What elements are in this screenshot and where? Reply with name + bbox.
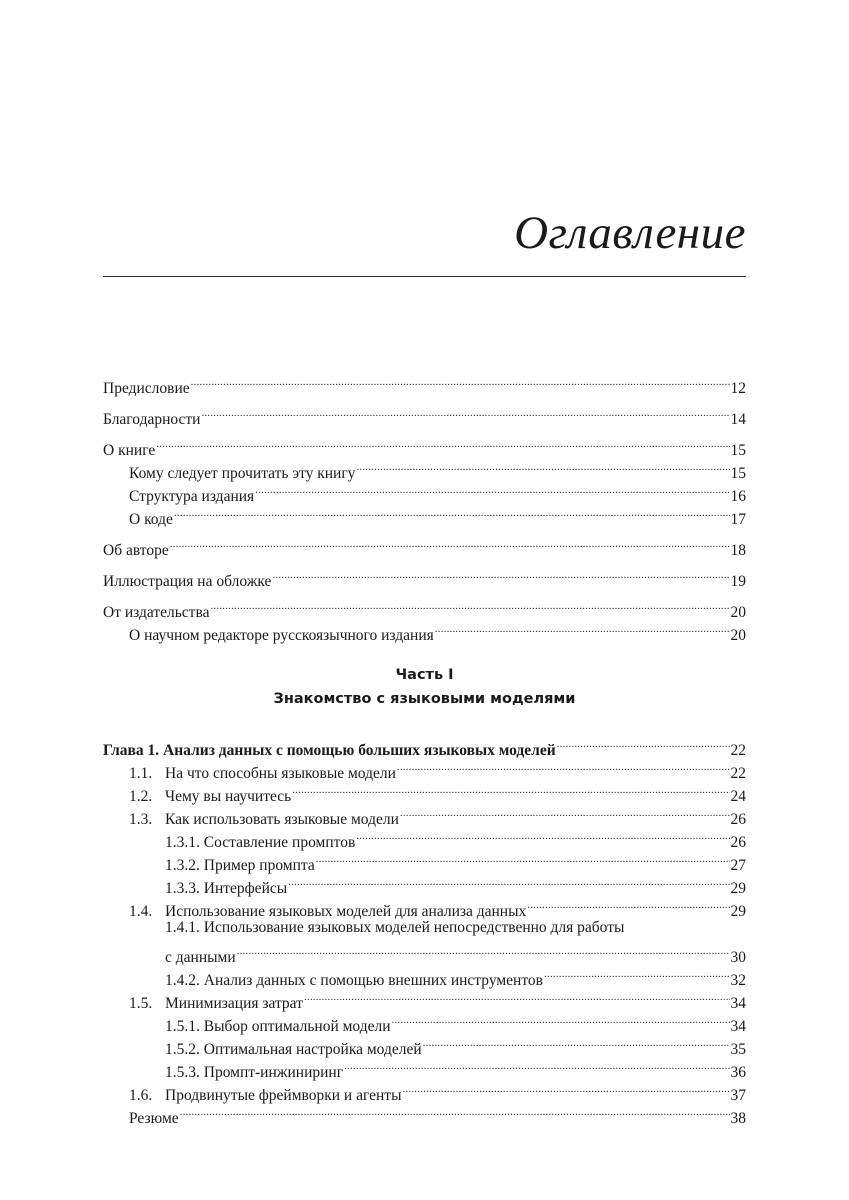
toc-entry-label: 1.5.2. Оптимальная настройка моделей <box>165 1041 422 1058</box>
toc-entry-label: 1.3.2. Пример промпта <box>165 857 315 874</box>
toc-entry-label: Глава 1. Анализ данных с помощью больших языковых моделей <box>103 742 556 759</box>
toc-entry-label: 1.3.3. Интерфейсы <box>165 880 288 897</box>
section-number: 1.4. <box>129 903 153 920</box>
leader-dots <box>435 617 730 640</box>
leader-dots <box>180 1100 730 1123</box>
toc-entry-label <box>129 785 291 808</box>
leader-dots <box>316 847 730 870</box>
toc-entry-label: 1.3.1. Составление промптов <box>165 834 356 851</box>
toc-page-number: 15 <box>730 442 746 459</box>
leader-dots <box>400 801 730 824</box>
toc-page-number: 30 <box>730 949 746 966</box>
toc-page-number: 34 <box>730 995 746 1012</box>
toc-page-number: 38 <box>730 1110 746 1127</box>
toc-entry-label: с данными <box>165 949 236 966</box>
toc-entry-who-should-read[interactable] <box>103 455 746 482</box>
section-title: Минимизация затрат <box>165 995 303 1012</box>
toc-entry-subsection[interactable] <box>103 939 746 966</box>
leader-dots <box>356 455 729 478</box>
toc-page-number: 22 <box>730 765 746 782</box>
toc-entry-label: 1.5.1. Выбор оптимальной модели <box>165 1018 391 1035</box>
toc-entry-label: О книге <box>103 442 156 459</box>
toc-page-number: 26 <box>730 811 746 828</box>
toc-entry-chapter-1[interactable] <box>103 732 746 759</box>
toc-entry-subsection-line1[interactable]: 1.4.1. Использование языковых моделей непосредственно для работы <box>165 919 625 936</box>
toc-entry-label: О научном редакторе русскоязычного издания <box>129 627 434 644</box>
leader-dots <box>174 501 730 524</box>
toc-entry-from-publisher[interactable] <box>103 594 746 621</box>
toc-page-number: 14 <box>730 411 746 428</box>
leader-dots <box>292 778 729 801</box>
section-number: 1.2. <box>129 788 153 805</box>
toc-page-number: 12 <box>730 380 746 397</box>
toc-page-number: 20 <box>730 627 746 644</box>
toc-page-number: 36 <box>730 1064 746 1081</box>
leader-dots <box>237 939 730 962</box>
section-number: 1.1. <box>129 765 153 782</box>
toc-entry-label: От издательства <box>103 604 210 621</box>
toc-page-number: 24 <box>730 788 746 805</box>
toc-page-number: 37 <box>730 1087 746 1104</box>
leader-dots <box>544 962 730 985</box>
leader-dots <box>304 985 730 1008</box>
toc-entry-label: 1.4.2. Анализ данных с помощью внешних инструментов <box>165 972 543 989</box>
leader-dots <box>403 1077 730 1100</box>
section-number: 1.5. <box>129 995 153 1012</box>
leader-dots <box>356 824 729 847</box>
leader-dots <box>210 594 729 617</box>
toc-entry-label: Благодарности <box>103 411 201 428</box>
section-number: 1.6. <box>129 1087 153 1104</box>
toc-entry-cover-illustration[interactable] <box>103 563 746 590</box>
toc-page-number: 29 <box>730 880 746 897</box>
toc-page-number: 27 <box>730 857 746 874</box>
toc-entry-summary[interactable] <box>103 1100 746 1127</box>
toc-page-number: 15 <box>730 465 746 482</box>
leader-dots <box>557 732 730 755</box>
toc-entry-label: О коде <box>129 511 173 528</box>
toc-page-number: 18 <box>730 542 746 559</box>
toc-page-number: 29 <box>730 903 746 920</box>
leader-dots <box>170 532 730 555</box>
toc-entry-preface[interactable] <box>103 370 746 397</box>
leader-dots <box>272 563 729 586</box>
part-heading <box>103 663 746 711</box>
leader-dots <box>201 401 729 424</box>
toc-entry-label: Иллюстрация на обложке <box>103 573 272 590</box>
part-number: Часть I <box>395 667 454 683</box>
toc-entry-about-author[interactable] <box>103 532 746 559</box>
toc-page-number: 19 <box>730 573 746 590</box>
table-of-contents <box>103 370 746 1127</box>
leader-dots <box>397 755 730 778</box>
leader-dots <box>191 370 730 393</box>
toc-entry-acknowledgements[interactable] <box>103 401 746 428</box>
toc-page-number: 20 <box>730 604 746 621</box>
section-title: На что способны языковые модели <box>165 765 396 782</box>
section-title: Как использовать языковые модели <box>165 811 399 828</box>
toc-page-number: 26 <box>730 834 746 851</box>
part-title: Знакомство с языковыми моделями <box>273 691 576 707</box>
toc-entry-about-code[interactable] <box>103 501 746 528</box>
toc-entry-label: Кому следует прочитать эту книгу <box>129 465 356 482</box>
toc-page-number: 17 <box>730 511 746 528</box>
section-title: Чему вы научитесь <box>165 788 292 805</box>
toc-entry-label: Об авторе <box>103 542 169 559</box>
leader-dots <box>392 1008 730 1031</box>
leader-dots <box>156 432 729 455</box>
leader-dots <box>423 1031 730 1054</box>
section-title: Продвинутые фреймворки и агенты <box>165 1087 402 1104</box>
toc-entry-label: Предисловие <box>103 380 190 397</box>
toc-page-number: 22 <box>730 742 746 759</box>
toc-entry-label: 1.5.3. Промпт-инжиниринг <box>165 1064 344 1081</box>
leader-dots <box>527 893 729 916</box>
section-title: Использование языковых моделей для анализа данных <box>165 903 527 920</box>
section-number: 1.3. <box>129 811 153 828</box>
toc-page-number: 32 <box>730 972 746 989</box>
leader-dots <box>288 870 729 893</box>
leader-dots <box>344 1054 729 1077</box>
toc-page-number: 16 <box>730 488 746 505</box>
toc-entry-label: Структура издания <box>129 488 255 505</box>
title-divider <box>103 276 746 277</box>
toc-page-number: 34 <box>730 1018 746 1035</box>
toc-entry-label: Резюме <box>129 1110 179 1127</box>
leader-dots <box>255 478 729 501</box>
page-title: Оглавление <box>514 207 746 259</box>
toc-page-number: 35 <box>730 1041 746 1058</box>
toc-entry-label <box>129 992 303 1015</box>
toc-entry-about-book[interactable] <box>103 432 746 459</box>
